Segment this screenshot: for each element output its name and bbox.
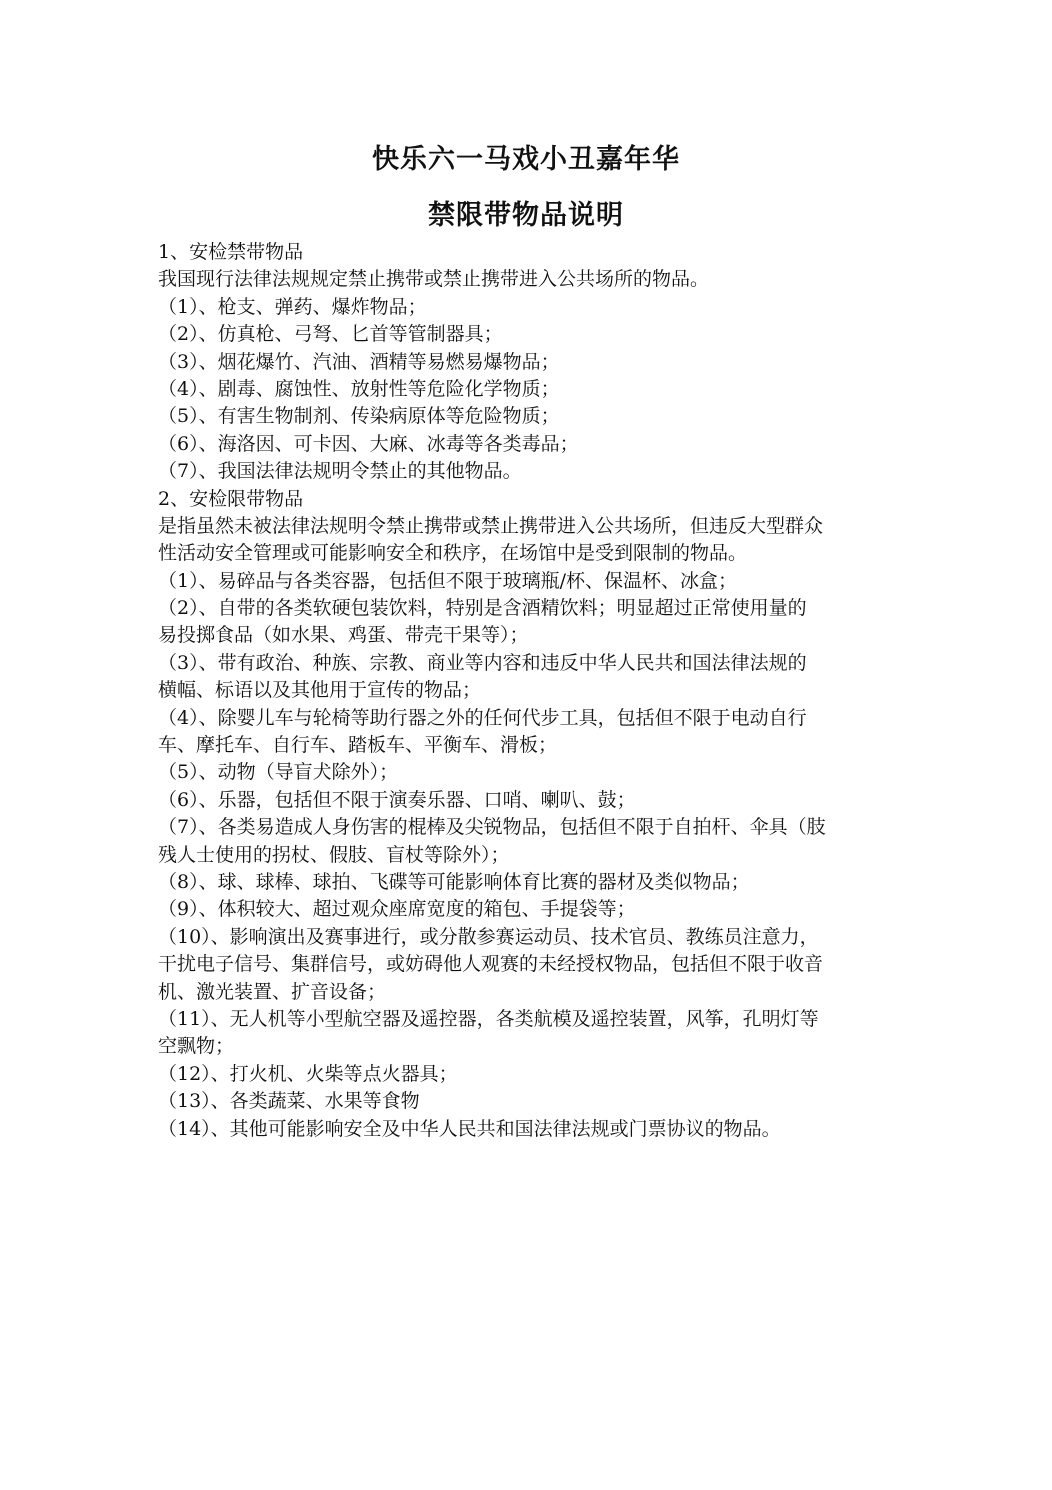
list-item: （12）、打火机、火柴等点火器具；: [158, 1062, 458, 1085]
list-item: （5）、有害生物制剂、传染病原体等危险物质；: [158, 405, 560, 428]
list-item: （2）、仿真枪、弓弩、匕首等管制器具；: [158, 323, 503, 346]
list-item: （3）、带有政治、种族、宗教、商业等内容和违反中华人民共和国法律法规的: [158, 651, 807, 674]
document-subtitle: 禁限带物品说明: [428, 200, 624, 231]
list-item: （6）、乐器，包括但不限于演奏乐器、口哨、喇叭、鼓；: [158, 788, 636, 811]
list-item: （2）、自带的各类软硬包装饮料，特别是含酒精饮料；明显超过正常使用量的: [158, 597, 807, 620]
list-item: （4）、除婴儿车与轮椅等助行器之外的任何代步工具，包括但不限于电动自行: [158, 706, 807, 729]
list-item: （5）、动物（导盲犬除外）；: [158, 761, 399, 784]
list-item: （9）、体积较大、超过观众座席宽度的箱包、手提袋等；: [158, 898, 636, 921]
list-item: （10）、影响演出及赛事进行，或分散参赛运动员、技术官员、教练员注意力，: [158, 925, 819, 948]
body-line: 是指虽然未被法律法规明令禁止携带或禁止携带进入公共场所，但违反大型群众: [158, 514, 824, 537]
list-item: （14）、其他可能影响安全及中华人民共和国法律法规或门票协议的物品。: [158, 1117, 781, 1140]
list-item-continuation: 机、激光装置、扩音设备；: [158, 980, 387, 1003]
body-line: 我国现行法律法规规定禁止携带或禁止携带进入公共场所的物品。: [158, 268, 710, 291]
list-item: （13）、各类蔬菜、水果等食物: [158, 1090, 420, 1113]
list-item: （11）、无人机等小型航空器及遥控器，各类航模及遥控装置，风筝，孔明灯等: [158, 1007, 819, 1030]
list-item: （4）、剧毒、腐蚀性、放射性等危险化学物质；: [158, 377, 560, 400]
section-heading-restricted: 2、安检限带物品: [158, 487, 304, 510]
list-item-continuation: 干扰电子信号、集群信号，或妨碍他人观赛的未经授权物品，包括但不限于收音: [158, 953, 824, 976]
body-line: 性活动安全管理或可能影响安全和秩序，在场馆中是受到限制的物品。: [158, 542, 748, 565]
list-item: （3）、烟花爆竹、汽油、酒精等易燃易爆物品；: [158, 350, 560, 373]
list-item-continuation: 车、摩托车、自行车、踏板车、平衡车、滑板；: [158, 734, 558, 757]
document-body: [158, 239, 898, 1143]
list-item-continuation: 易投掷食品（如水果、鸡蛋、带壳干果等）；: [158, 624, 529, 647]
list-item-continuation: 残人士使用的拐杖、假肢、盲杖等除外）；: [158, 843, 510, 866]
document-title: 快乐六一马戏小丑嘉年华: [372, 144, 680, 175]
section-heading-prohibited: 1、安检禁带物品: [158, 241, 304, 263]
list-item: （1）、枪支、弹药、爆炸物品；: [158, 295, 427, 318]
list-item: （8）、球、球棒、球拍、飞碟等可能影响体育比赛的器材及类似物品；: [158, 870, 750, 893]
list-item: （6）、海洛因、可卡因、大麻、冰毒等各类毒品；: [158, 432, 579, 455]
list-item: （7）、我国法律法规明令禁止的其他物品。: [158, 460, 522, 483]
list-item: （1）、易碎品与各类容器，包括但不限于玻璃瓶/杯、保温杯、冰盒；: [158, 569, 737, 592]
list-item: （7）、各类易造成人身伤害的棍棒及尖锐物品，包括但不限于自拍杆、伞具（肢: [158, 816, 826, 839]
list-item-continuation: 横幅、标语以及其他用于宣传的物品；: [158, 679, 482, 702]
list-item-continuation: 空飘物；: [158, 1035, 235, 1058]
